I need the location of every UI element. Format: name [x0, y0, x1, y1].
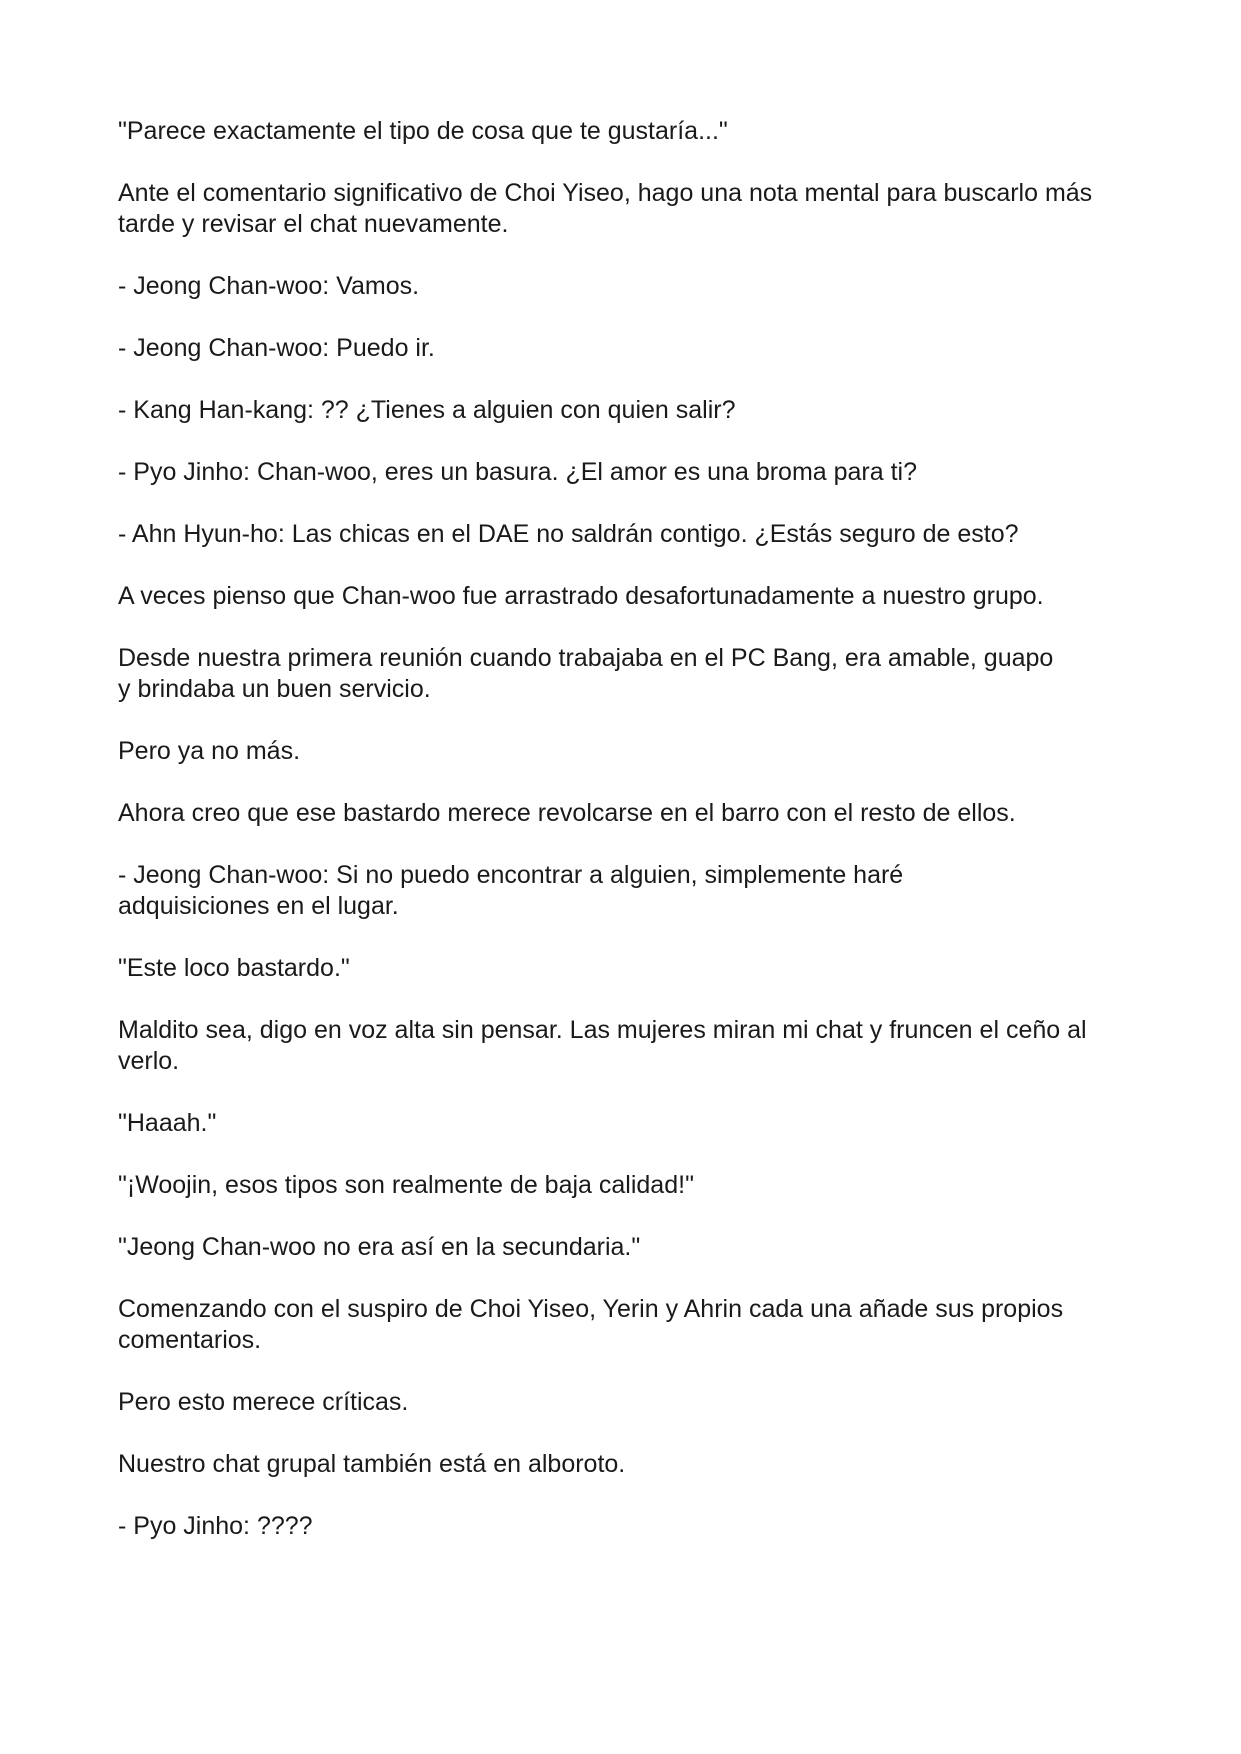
paragraph: Pero ya no más.	[118, 737, 301, 765]
paragraph: Ante el comentario significativo de Choi Yiseo, hago una nota mental para buscarlo más tarde y revisar el chat nuevamente.	[118, 179, 1093, 238]
chat-line: - Ahn Hyun-ho: Las chicas en el DAE no saldrán contigo. ¿Estás seguro de esto?	[118, 520, 1019, 548]
chat-line: - Kang Han-kang: ?? ¿Tienes a alguien con quien salir?	[118, 396, 736, 424]
paragraph: Desde nuestra primera reunión cuando trabajaba en el PC Bang, era amable, guapo y brindaba un buen servicio.	[118, 644, 1054, 703]
chat-line: - Jeong Chan-woo: Vamos.	[118, 272, 420, 300]
chat-line: - Jeong Chan-woo: Si no puedo encontrar a alguien, simplemente haré adquisiciones en el lugar.	[118, 861, 904, 920]
paragraph: A veces pienso que Chan-woo fue arrastrado desafortunadamente a nuestro grupo.	[118, 582, 1044, 610]
paragraph: "Jeong Chan-woo no era así en la secundaria."	[118, 1233, 641, 1261]
chat-line: - Pyo Jinho: Chan-woo, eres un basura. ¿El amor es una broma para ti?	[118, 458, 918, 486]
paragraph: Pero esto merece críticas.	[118, 1388, 409, 1416]
paragraph: "¡Woojin, esos tipos son realmente de baja calidad!"	[118, 1171, 694, 1199]
paragraph: Comenzando con el suspiro de Choi Yiseo, Yerin y Ahrin cada una añade sus propios comentarios.	[118, 1295, 1064, 1354]
paragraph: Nuestro chat grupal también está en alboroto.	[118, 1450, 626, 1478]
chat-line: - Jeong Chan-woo: Puedo ir.	[118, 334, 435, 362]
paragraph: Ahora creo que ese bastardo merece revolcarse en el barro con el resto de ellos.	[118, 799, 1016, 827]
paragraph: Maldito sea, digo en voz alta sin pensar. Las mujeres miran mi chat y fruncen el ceño al verlo.	[118, 1016, 1087, 1075]
paragraph: "Este loco bastardo."	[118, 954, 350, 982]
chat-line: - Pyo Jinho: ????	[118, 1512, 313, 1540]
paragraph: "Haaah."	[118, 1109, 217, 1137]
paragraph: "Parece exactamente el tipo de cosa que te gustaría..."	[118, 117, 728, 145]
document-body	[118, 116, 1138, 1573]
